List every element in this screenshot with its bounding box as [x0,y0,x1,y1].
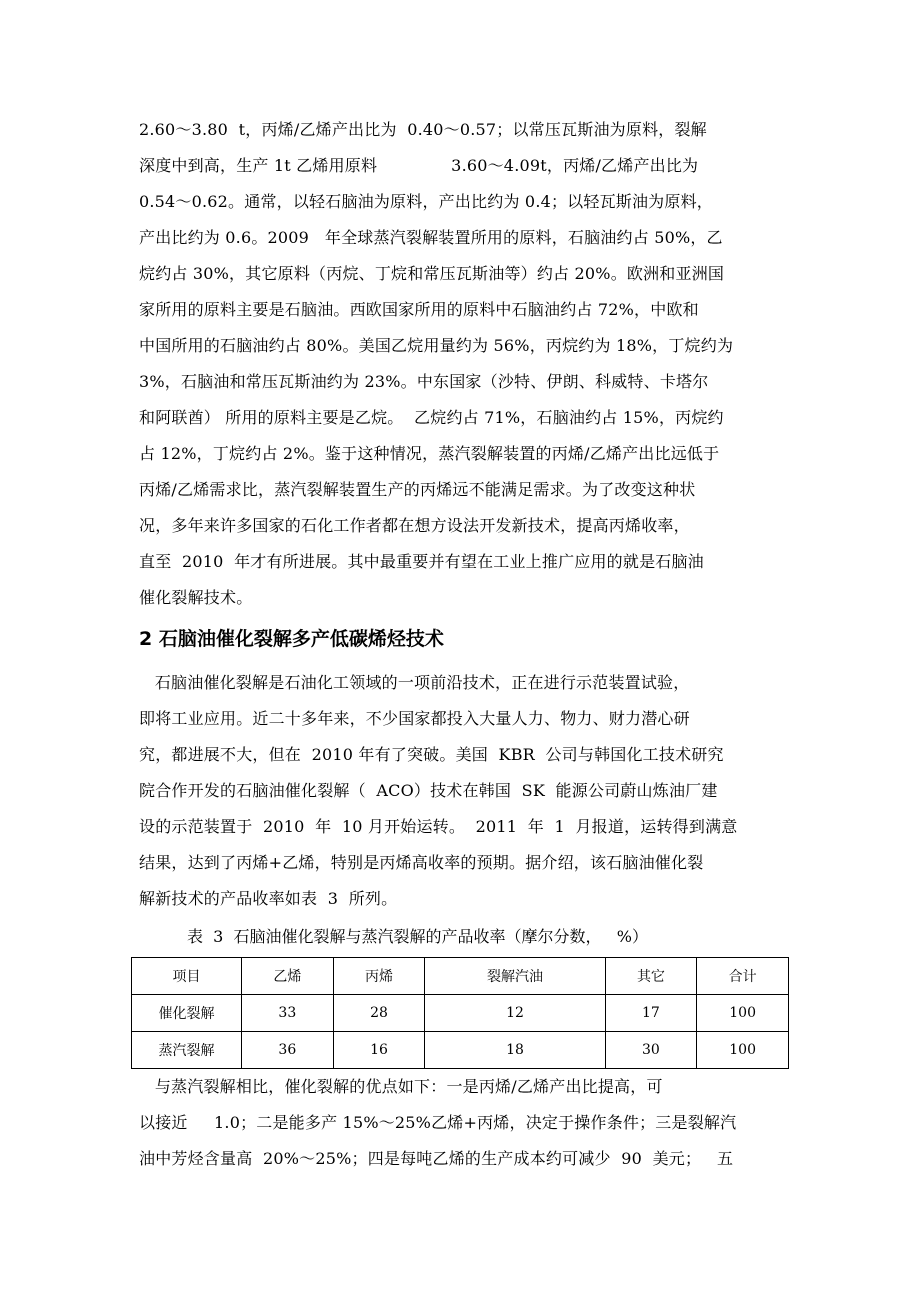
text-line: 即将工业应用。近二十多年来，不少国家都投入大量人力、物力、财力潜心研 [139,709,690,728]
table-header-row [132,958,789,995]
text-line: 2.60～3.80 t，丙烯/乙烯产出比为 0.40～0.57；以常压瓦斯油为原料，裂解 [139,120,707,139]
text-line: 占 12%，丁烷约占 2%。鉴于这种情况，蒸汽裂解装置的丙烯/乙烯产出比远低于 [139,444,720,463]
table-cell: 17 [605,995,697,1032]
text-line: 产出比约为 0.6。2009 年全球蒸汽裂解装置所用的原料，石脑油约占 50%，乙 [139,228,723,247]
text-line: 中国所用的石脑油约占 80%。美国乙烷用量约为 56%，丙烷约为 18%，丁烷约为 [139,336,734,355]
table-cell: 36 [242,1032,334,1069]
text-line: 结果，达到了丙烯+乙烯，特别是丙烯高收率的预期。据介绍，该石脑油催化裂 [139,853,704,872]
text-line: 催化裂解技术。 [139,588,253,607]
text-line: 家所用的原料主要是石脑油。西欧国家所用的原料中石脑油约占 72%，中欧和 [139,300,699,319]
section-heading: 2 石脑油催化裂解多产低碳烯烃技术 [139,628,444,650]
text-line: 0.54～0.62。通常，以轻石脑油为原料，产出比约为 0.4；以轻瓦斯油为原料， [139,192,713,211]
text-line: 以接近 1.0；二是能多产 15%～25%乙烯+丙烯，决定于操作条件；三是裂解汽 [139,1113,737,1132]
paragraph-advantages [139,1069,787,1177]
text-line: 和阿联酋） 所用的原料主要是乙烷。 乙烷约占 71%，石脑油约占 15%，丙烷约 [139,408,724,427]
header-cell: 其它 [605,958,697,995]
table-row [132,995,789,1032]
text-line: 石脑油催化裂解是石油化工领域的一项前沿技术，正在进行示范装置试验， [139,673,690,692]
text-line: 直至 2010 年才有所进展。其中最重要并有望在工业上推广应用的就是石脑油 [139,552,704,571]
header-cell: 丙烯 [333,958,425,995]
table-cell: 33 [242,995,334,1032]
table-cell: 100 [697,1032,789,1069]
table-cell: 100 [697,995,789,1032]
yield-table [131,957,789,1069]
table-cell: 28 [333,995,425,1032]
paragraph-feedstock [139,112,787,616]
header-cell: 乙烯 [242,958,334,995]
header-cell: 合计 [697,958,789,995]
table-caption: 表 3 石脑油催化裂解与蒸汽裂解的产品收率（摩尔分数， %） [187,927,648,946]
text-line: 烷约占 30%，其它原料（丙烷、丁烷和常压瓦斯油等）约占 20%。欧洲和亚洲国 [139,264,725,283]
table-cell: 12 [425,995,605,1032]
table-cell: 30 [605,1032,697,1069]
text-line: 与蒸汽裂解相比，催化裂解的优点如下：一是丙烯/乙烯产出比提高，可 [139,1077,663,1096]
table-cell: 催化裂解 [132,995,242,1032]
text-line: 解新技术的产品收率如表 3 所列。 [139,889,398,908]
header-cell: 项目 [132,958,242,995]
paragraph-naphtha-cracking [139,665,787,917]
text-line: 3%，石脑油和常压瓦斯油约为 23%。中东国家（沙特、伊朗、科威特、卡塔尔 [139,372,709,391]
table-row [132,1032,789,1069]
header-cell: 裂解汽油 [425,958,605,995]
text-line: 丙烯/乙烯需求比，蒸汽裂解装置生产的丙烯远不能满足需求。为了改变这种状 [139,480,696,499]
text-line: 油中芳烃含量高 20%～25%；四是每吨乙烯的生产成本约可减少 90 美元； 五 [139,1149,734,1168]
table-cell: 蒸汽裂解 [132,1032,242,1069]
text-line: 况，多年来许多国家的石化工作者都在想方设法开发新技术，提高丙烯收率， [139,516,690,535]
table-cell: 18 [425,1032,605,1069]
text-line: 设的示范装置于 2010 年 10 月开始运转。 2011 年 1 月报道，运转得到满意 [139,817,738,836]
text-line: 院合作开发的石脑油催化裂解（ ACO）技术在韩国 SK 能源公司蔚山炼油厂建 [139,781,718,800]
table-cell: 16 [333,1032,425,1069]
text-line: 深度中到高，生产 1t 乙烯用原料 3.60～4.09t，丙烯/乙烯产出比为 [139,156,699,175]
text-line: 究，都进展不大，但在 2010 年有了突破。美国 KBR 公司与韩国化工技术研究 [139,745,724,764]
